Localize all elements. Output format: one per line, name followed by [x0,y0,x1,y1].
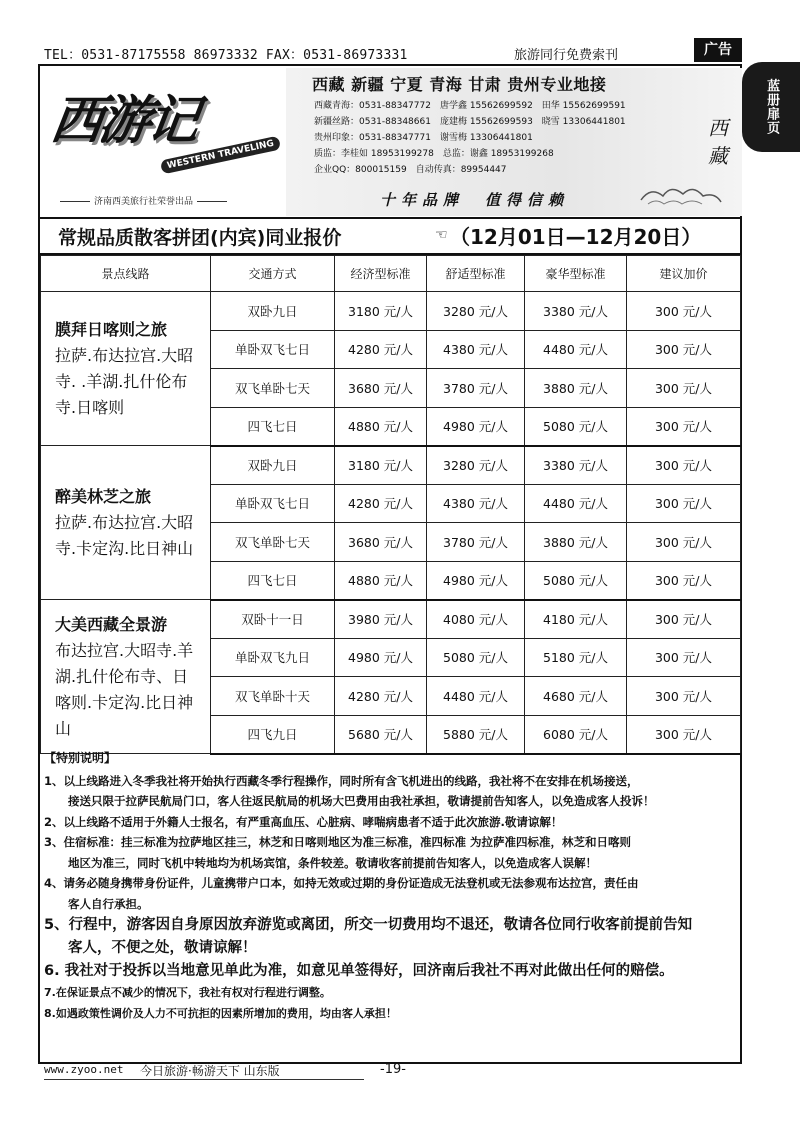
markup-cell: 300 元/人 [627,369,741,408]
markup-cell: 300 元/人 [627,407,741,446]
transport-cell: 单卧双飞九日 [211,638,335,677]
route-desc: 拉萨.布达拉宫.大昭寺. .羊湖.扎什伦布寺.日喀则 [55,345,194,417]
col-header: 经济型标准 [335,256,427,292]
logo-mark: 西游记 [47,90,200,151]
side-tab [742,62,800,152]
col-header: 豪华型标准 [525,256,627,292]
price-cell: 4880 元/人 [335,561,427,600]
price-cell: 5080 元/人 [525,407,627,446]
footer [44,1063,744,1083]
transport-cell: 双卧九日 [211,446,335,485]
col-header: 景点线路 [41,256,211,292]
notes-heading: 【特别说明】 [44,751,117,765]
price-cell: 5080 元/人 [525,561,627,600]
price-cell: 3680 元/人 [335,523,427,562]
price-cell: 3280 元/人 [427,292,525,331]
route-cell [41,600,211,754]
price-cell: 3880 元/人 [525,523,627,562]
note-item: 5、行程中，游客因自身原因放弃游览或离团，所交一切费用均不退还，敬请各位同行收客前提前告知 客人，不便之处，敬请谅解！ [44,917,693,956]
price-cell: 5080 元/人 [427,638,525,677]
price-cell: 3180 元/人 [335,292,427,331]
contact-block [286,68,742,216]
ad-badge: 广告 [694,38,742,62]
note-item: 2、以上线路不适用于外籍人士报名，有严重高血压、心脏病、哮喘病患者不适于此次旅游.敬请谅解！ [44,814,563,829]
route-desc: 拉萨.布达拉宫.大昭寺.卡定沟.比日神山 [55,512,194,558]
price-cell: 3380 元/人 [525,292,627,331]
route-name: 醉美林芝之旅 [55,486,152,506]
route-cell [41,292,211,446]
price-cell: 5880 元/人 [427,715,525,754]
price-cell: 3780 元/人 [427,369,525,408]
transport-cell: 双飞单卧七天 [211,523,335,562]
markup-cell: 300 元/人 [627,446,741,485]
side-tab-label: 蓝册扉页 [764,79,780,135]
price-cell: 4280 元/人 [335,484,427,523]
price-cell: 3180 元/人 [335,446,427,485]
note-item: 8.如遇政策性调价及人力不可抗拒的因素所增加的费用，均由客人承担！ [44,1006,397,1020]
markup-cell: 300 元/人 [627,677,741,716]
price-cell: 4980 元/人 [335,638,427,677]
price-cell: 4080 元/人 [427,600,525,639]
price-cell: 3680 元/人 [335,369,427,408]
col-header: 交通方式 [211,256,335,292]
transport-cell: 单卧双飞七日 [211,484,335,523]
transport-cell: 双卧十一日 [211,600,335,639]
special-notes [44,748,738,1024]
contact-row: 西藏青海：0531-88347772 唐学鑫 15562699592 田华 15562699591 [314,101,626,111]
contact-row: 质监：李桂如 18953199278 总监：谢鑫 18953199268 [314,149,554,159]
cloud-icon [636,178,726,208]
route-name: 膜拜日喀则之旅 [55,319,168,339]
price-cell: 4980 元/人 [427,561,525,600]
markup-cell: 300 元/人 [627,600,741,639]
price-cell: 5680 元/人 [335,715,427,754]
table-row [41,292,741,331]
price-cell: 3780 元/人 [427,523,525,562]
slogan: 十年品牌 值得信赖 [380,191,570,209]
price-table [40,255,741,755]
price-cell: 4380 元/人 [427,484,525,523]
logo [42,68,282,208]
transport-cell: 双卧九日 [211,292,335,331]
price-title: 常规品质散客拼团(内宾)同业报价 [58,227,342,249]
price-cell: 4680 元/人 [525,677,627,716]
transport-cell: 四飞七日 [211,561,335,600]
contact-row: 企业QQ：800015159 自动传真：89954447 [314,165,507,175]
price-cell: 4480 元/人 [525,484,627,523]
transport-cell: 四飞七日 [211,407,335,446]
contact-row: 新疆丝路：0531-88348661 庞建梅 15562699593 晓雪 13306441801 [314,117,626,127]
contact-rows [314,98,626,178]
route-name: 大美西藏全景游 [55,614,168,634]
price-cell: 6080 元/人 [525,715,627,754]
price-cell: 4280 元/人 [335,330,427,369]
price-cell: 3380 元/人 [525,446,627,485]
note-item: 3、住宿标准：挂三标准为拉萨地区挂三，林芝和日喀则地区为准三标准，准四标准 为拉萨准四标准，林芝和日喀则 地区为准三，同时飞机中转地均为机场宾馆，条件较差。敬请收客前提前告知客人，以免造成客人误解！ [44,835,631,870]
contact-row: 贵州印象：0531-88347771 谢雪梅 13306441801 [314,133,533,143]
note-item: 6. 我社对于投拆以当地意见单此为准，如意见单签得好，回济南后我社不再对此做出任何的赔偿。 [44,963,674,979]
transport-cell: 双飞单卧七天 [211,369,335,408]
price-cell: 4180 元/人 [525,600,627,639]
free-index-label: 旅游同行免费索刊 [514,48,619,63]
price-cell: 4380 元/人 [427,330,525,369]
transport-cell: 单卧双飞七日 [211,330,335,369]
tel-fax-line: TEL：0531-87175558 86973332 FAX：0531-86973331 [44,48,408,63]
note-item: 7.在保证景点不减少的情况下，我社有权对行程进行调整。 [44,986,331,999]
table-header-row [41,256,741,292]
calligraphy: 西藏 [708,116,728,168]
price-cell: 4480 元/人 [427,677,525,716]
markup-cell: 300 元/人 [627,484,741,523]
price-cell: 4480 元/人 [525,330,627,369]
footer-slogan: 今日旅游·畅游天下 山东版 [140,1064,280,1078]
logo-tagline: WESTERN TRAVELING [160,136,281,175]
price-cell: 3980 元/人 [335,600,427,639]
contact-headline: 西藏 新疆 宁夏 青海 甘肃 贵州专业地接 [312,75,607,94]
note-item: 4、请务必随身携带身份证件，儿童携带户口本，如持无效或过期的身份证造成无法登机或无法参观布达拉宫，责任由 客人自行承担。 [44,876,639,911]
price-cell: 4880 元/人 [335,407,427,446]
markup-cell: 300 元/人 [627,292,741,331]
markup-cell: 300 元/人 [627,715,741,754]
logo-caption: 济南西美旅行社荣誉出品 [56,194,231,207]
col-header: 建议加价 [627,256,741,292]
price-title-bar [40,217,740,255]
price-cell: 5180 元/人 [525,638,627,677]
col-header: 舒适型标准 [427,256,525,292]
footer-rule [44,1079,364,1080]
table-row [41,600,741,639]
note-item: 1、以上线路进入冬季我社将开始执行西藏冬季行程操作，同时所有含飞机进出的线路，我社将不在安排在机场接送， 接送只限于拉萨民航局门口，客人往返民航局的机场大巴费用由我社承担，敬请提前告知客人，以免造成客人投诉！ [44,773,655,808]
header-bar [44,44,744,64]
date-range: （12月01日—12月20日） [450,225,702,249]
markup-cell: 300 元/人 [627,330,741,369]
route-desc: 布达拉宫.大昭寺.羊湖.扎什伦布寺、日喀则.卡定沟.比日神山 [55,640,194,738]
price-cell: 3280 元/人 [427,446,525,485]
transport-cell: 四飞九日 [211,715,335,754]
markup-cell: 300 元/人 [627,638,741,677]
price-cell: 3880 元/人 [525,369,627,408]
route-cell [41,446,211,600]
table-row [41,446,741,485]
markup-cell: 300 元/人 [627,523,741,562]
footer-website: www.zyoo.net [44,1063,124,1076]
markup-cell: 300 元/人 [627,561,741,600]
pointing-hand-icon: ☜ [435,227,448,243]
price-cell: 4280 元/人 [335,677,427,716]
price-cell: 4980 元/人 [427,407,525,446]
transport-cell: 双飞单卧十天 [211,677,335,716]
page-number: -19- [380,1062,406,1077]
